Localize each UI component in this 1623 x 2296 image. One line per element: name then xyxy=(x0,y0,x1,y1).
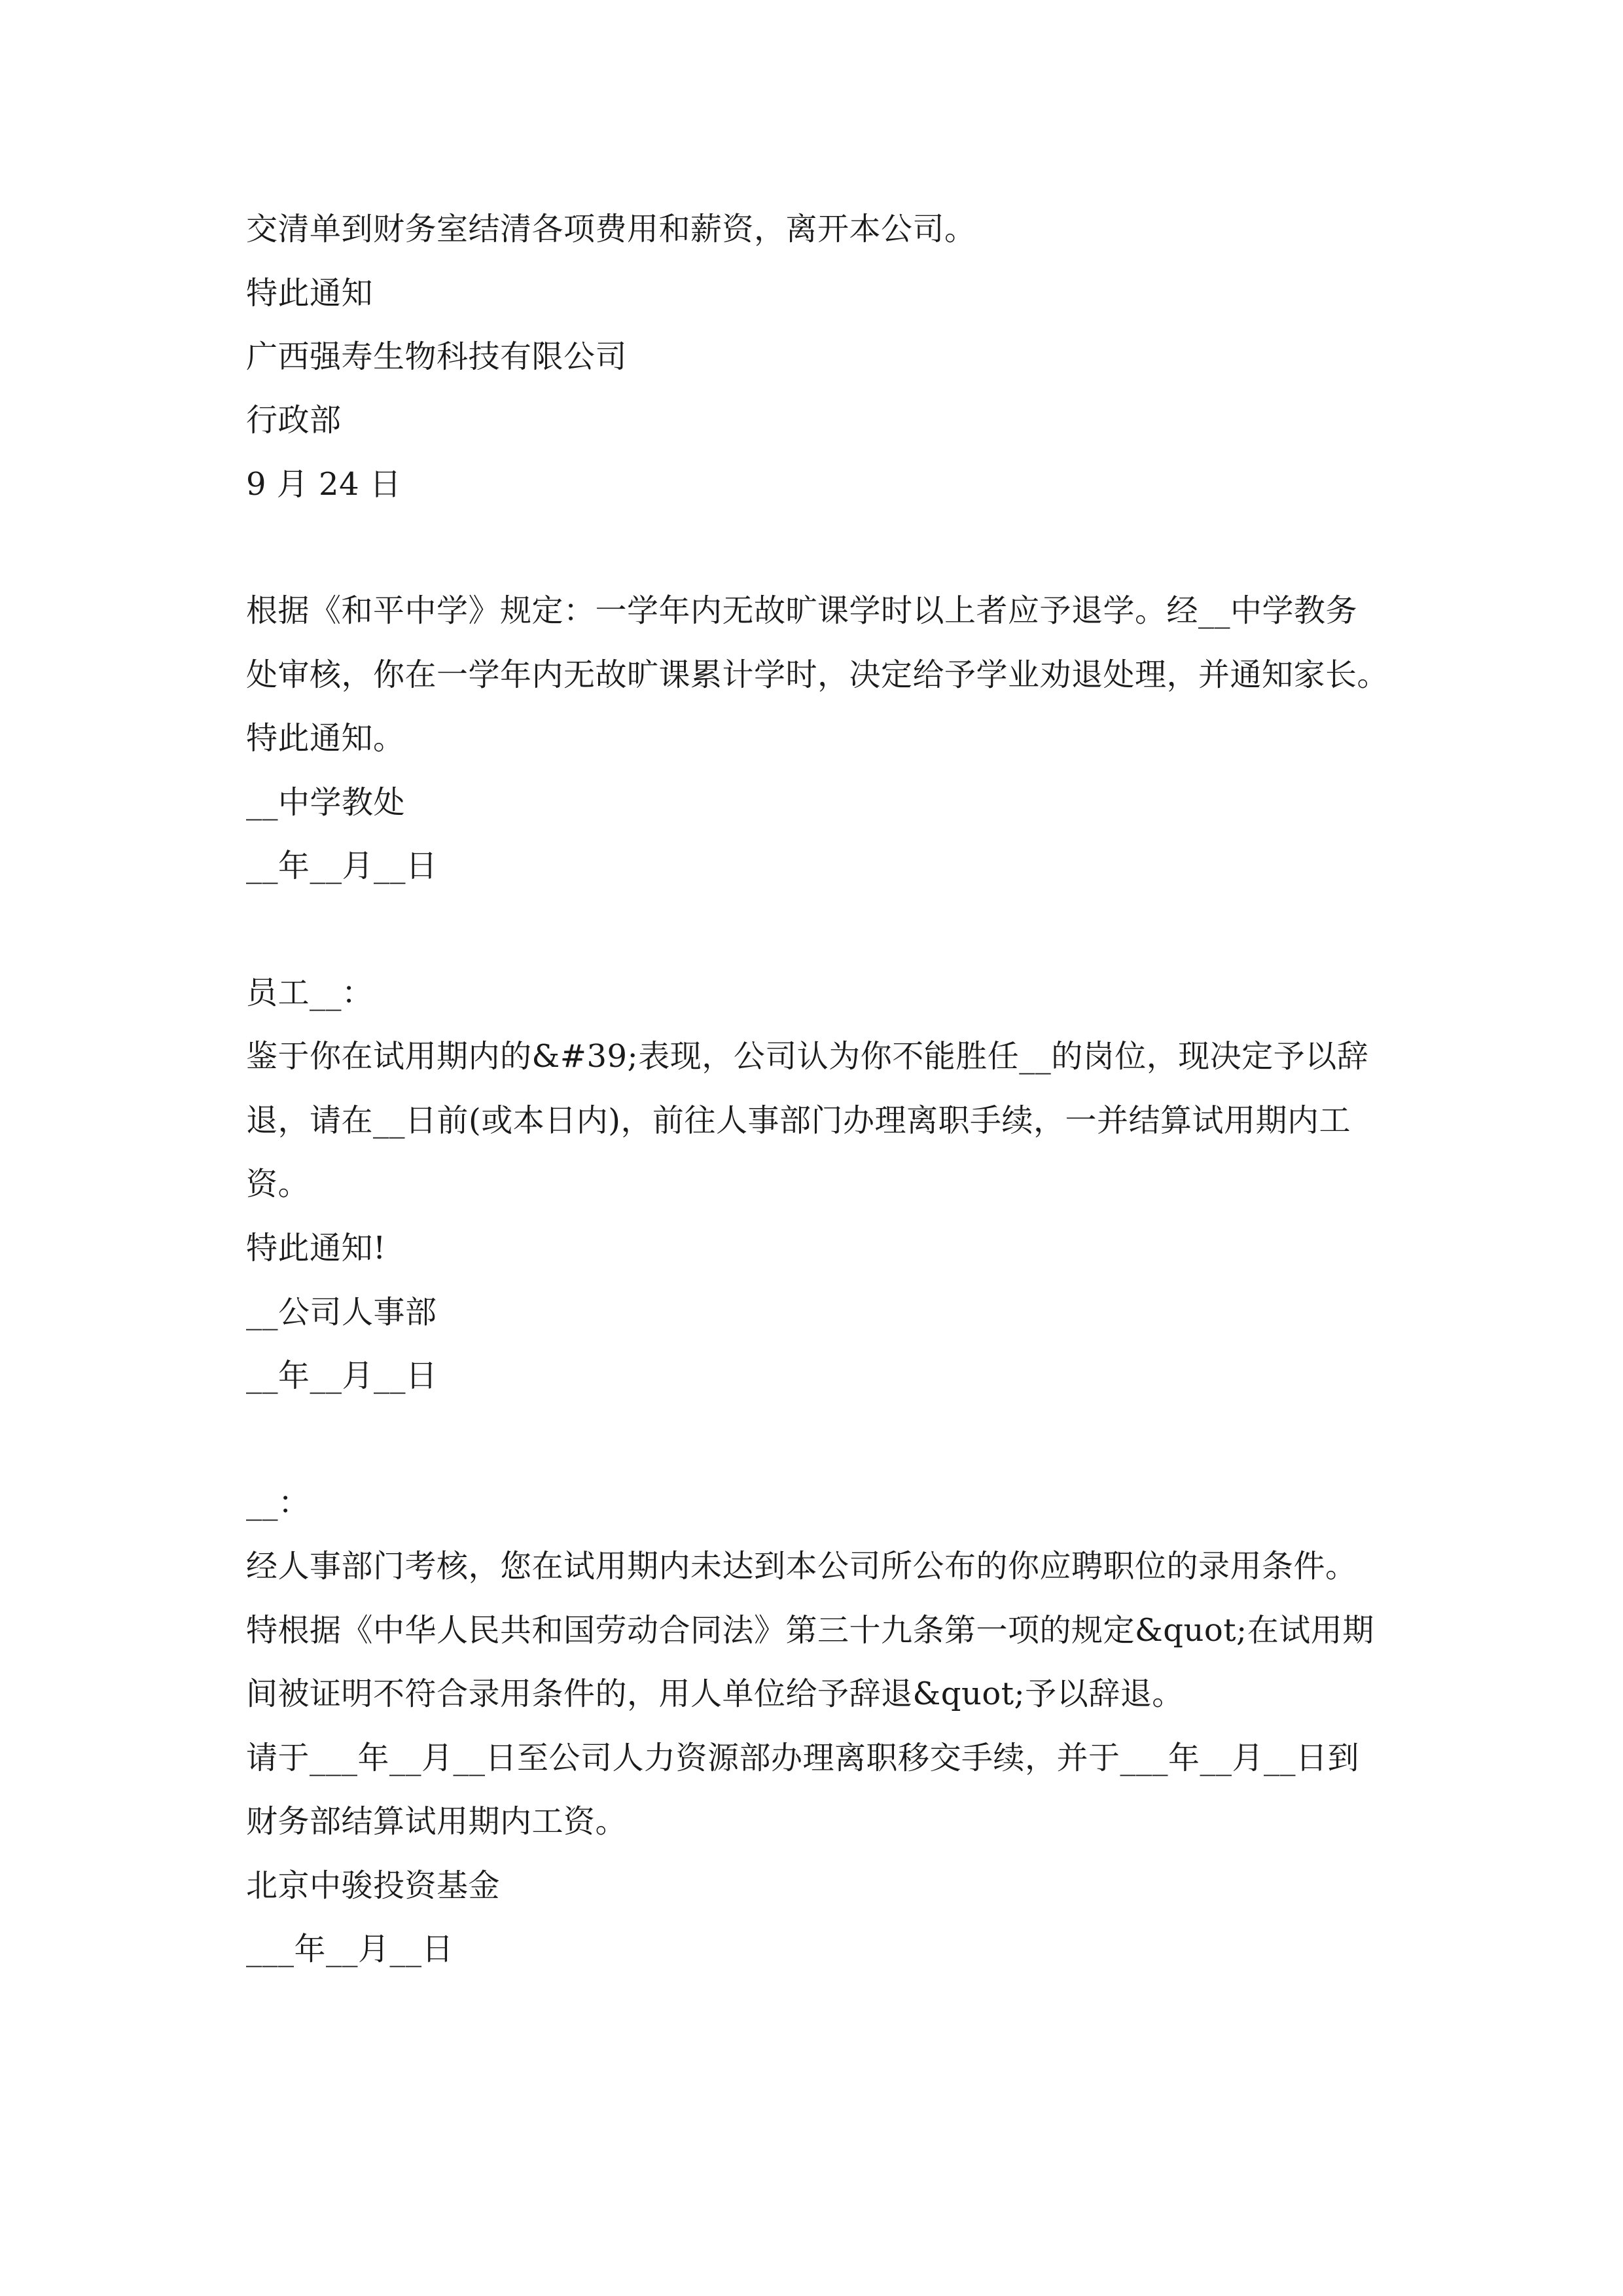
text-line: __中学教处 xyxy=(246,784,406,821)
text-line: __年__月__日 xyxy=(246,848,438,884)
text-line: __： xyxy=(246,1484,310,1521)
text-line: 北京中骏投资基金 xyxy=(246,1867,501,1904)
text-line: 鉴于你在试用期内的&#39;表现，公司认为你不能胜任__的岗位，现决定予以辞 xyxy=(246,1038,1369,1075)
text-line: 员工__： xyxy=(246,975,374,1011)
text-line: 特此通知。 xyxy=(246,720,405,757)
text-line: 特此通知 xyxy=(246,275,374,312)
text-line: 财务部结算试用期内工资。 xyxy=(246,1803,628,1840)
text-line: 处审核，你在一学年内无故旷课累计学时，决定给予学业劝退处理，并通知家长。 xyxy=(246,656,1389,693)
text-line: 资。 xyxy=(246,1166,310,1202)
text-line: 交清单到财务室结清各项费用和薪资，离开本公司。 xyxy=(246,211,976,247)
text-line: 间被证明不符合录用条件的，用人单位给予辞退&quot;予以辞退。 xyxy=(246,1676,1184,1712)
text-line: 请于___年__月__日至公司人力资源部办理离职移交手续，并于___年__月__日到 xyxy=(246,1740,1360,1776)
text-line: 特此通知! xyxy=(246,1230,386,1266)
text-line: 退，请在__日前(或本日内)，前往人事部门办理离职手续，一并结算试用期内工 xyxy=(246,1102,1351,1139)
text-line: 经人事部门考核，您在试用期内未达到本公司所公布的你应聘职位的录用条件。 xyxy=(246,1548,1357,1585)
text-line: 行政部 xyxy=(246,402,342,439)
text-line: __公司人事部 xyxy=(246,1294,437,1331)
text-line: __年__月__日 xyxy=(246,1357,438,1394)
text-line: 广西强寿生物科技有限公司 xyxy=(246,338,628,375)
text-line: 特根据《中华人民共和国劳动合同法》第三十九条第一项的规定&quot;在试用期 xyxy=(246,1612,1374,1649)
text-line: ___年__月__日 xyxy=(246,1931,454,1967)
text-line: 根据《和平中学》规定：一学年内无故旷课学时以上者应予退学。经__中学教务 xyxy=(246,592,1358,629)
text-line: 9 月 24 日 xyxy=(246,466,402,503)
